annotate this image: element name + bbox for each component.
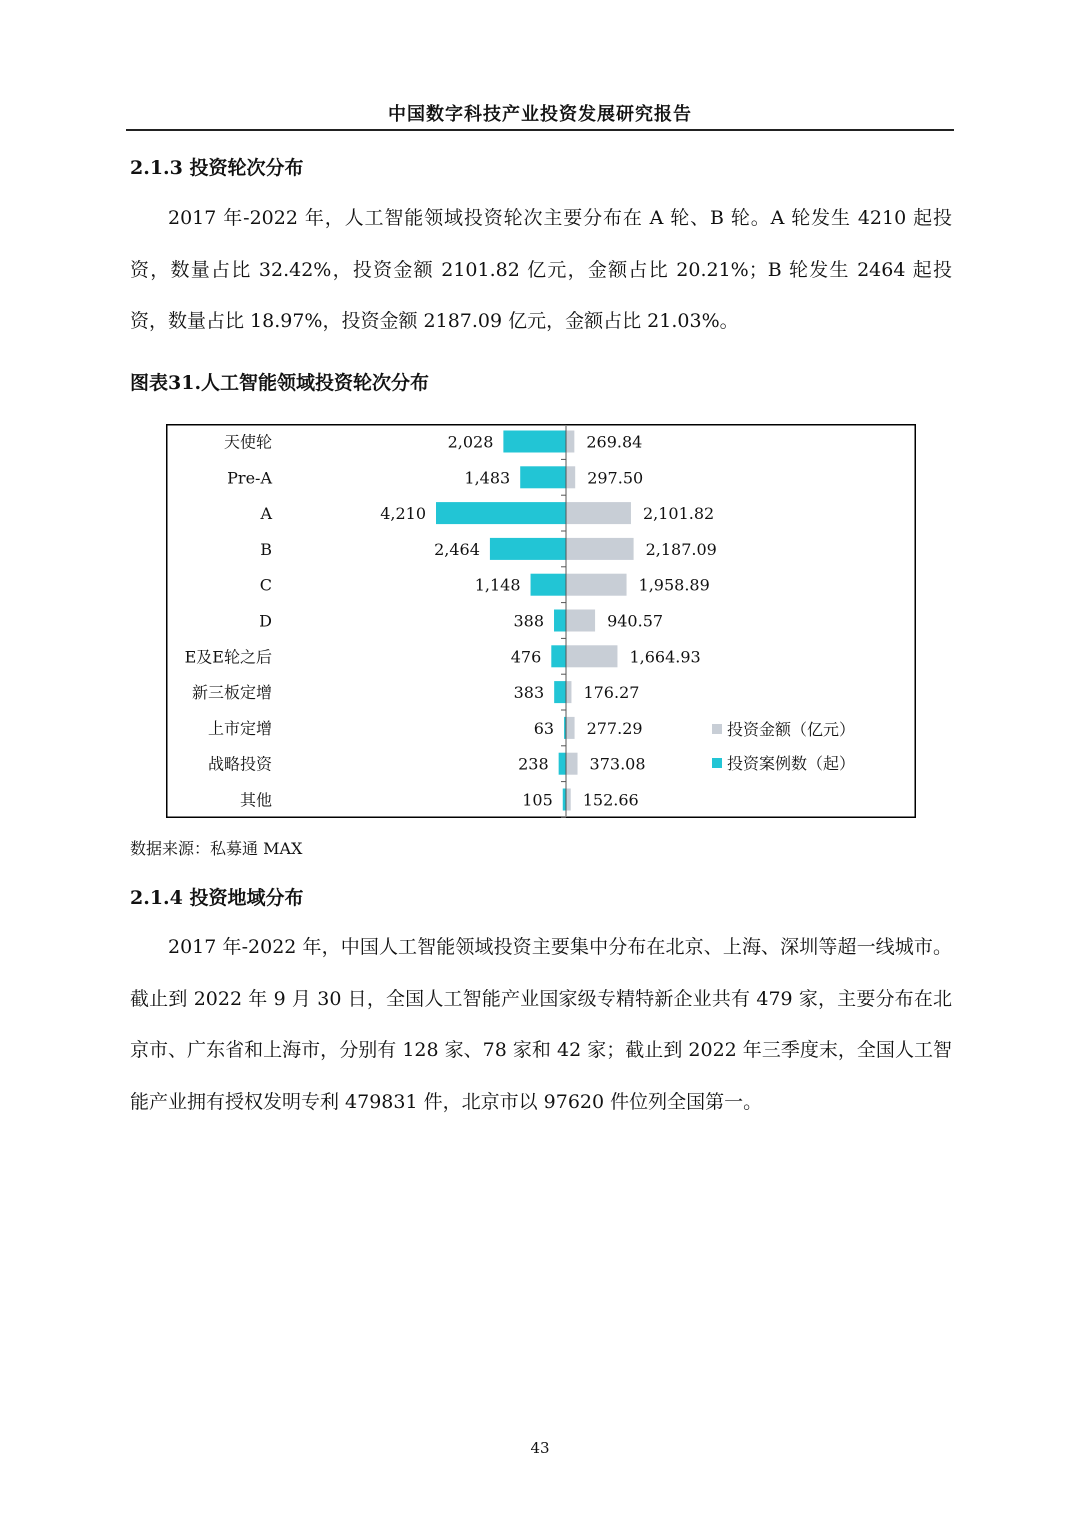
amount-bar — [566, 789, 571, 811]
amount-value-label: 176.27 — [583, 683, 640, 703]
amount-value-label: 373.08 — [589, 754, 646, 774]
amount-bar — [566, 717, 575, 739]
count-bar — [554, 681, 566, 703]
count-value-label: 4,210 — [380, 504, 426, 524]
category-label: 天使轮 — [223, 432, 272, 452]
count-value-label: 476 — [510, 647, 542, 667]
count-value-label: 2,464 — [434, 539, 480, 559]
legend-label: 投资金额（亿元） — [727, 720, 856, 739]
amount-bar — [566, 681, 571, 703]
legend-label: 投资案例数（起） — [727, 754, 856, 773]
page-number: 43 — [530, 1439, 550, 1457]
header-divider — [126, 129, 954, 131]
category-label: D — [259, 611, 272, 631]
category-label: 其他 — [239, 790, 272, 810]
count-value-label: 238 — [518, 754, 549, 774]
amount-value-label: 152.66 — [582, 790, 639, 810]
category-label: 新三板定增 — [191, 683, 272, 703]
amount-value-label: 269.84 — [586, 432, 643, 452]
round-distribution-chart — [166, 424, 916, 818]
amount-value-label: 1,664.93 — [629, 647, 701, 667]
category-label: 战略投资 — [207, 754, 272, 774]
count-value-label: 388 — [513, 611, 545, 631]
count-bar — [531, 574, 566, 596]
paragraph-regional-distribution: 2017 年-2022 年，中国人工智能领域投资主要集中分布在北京、上海、深圳等超一线城市。截止到 2022 年 9 月 30 日，全国人工智能产业国家级专精特新企业共有 479 家，主要分布在北京市、广东省和上海市，分别有 128 家、78 家和 42 家；截止到 2022 年三季度末，全国人工智能产业拥有授权发明专利 479831 件，北京市以 97620 件位列全国第一。 — [130, 936, 952, 1113]
amount-value-label: 1,958.89 — [638, 575, 710, 595]
legend-swatch — [712, 724, 722, 734]
amount-value-label: 940.57 — [607, 611, 664, 631]
amount-bar — [566, 574, 627, 596]
count-bar — [490, 538, 566, 560]
count-bar — [503, 431, 566, 453]
count-value-label: 2,028 — [447, 432, 494, 452]
count-bar — [436, 502, 566, 524]
amount-bar — [566, 502, 631, 524]
count-bar — [551, 645, 566, 667]
category-label: E及E轮之后 — [184, 647, 272, 667]
paragraph-round-distribution: 2017 年-2022 年，人工智能领域投资轮次主要分布在 A 轮、B 轮。A 轮发生 4210 起投资，数量占比 32.42%，投资金额 2101.82 亿元，金额占比 20.21%；B 轮发生 2464 起投资，数量占比 18.97%，投资金额 2187.09 亿元，金额占比 21.03%。 — [130, 207, 952, 332]
amount-value-label: 297.50 — [587, 468, 644, 488]
category-label: B — [260, 539, 272, 559]
category-label: C — [259, 575, 272, 595]
count-value-label: 383 — [513, 683, 545, 703]
amount-value-label: 2,101.82 — [642, 504, 715, 524]
amount-bar — [566, 610, 595, 632]
count-value-label: 105 — [522, 790, 553, 810]
category-label: 上市定增 — [207, 718, 272, 738]
amount-value-label: 277.29 — [586, 718, 643, 738]
count-value-label: 63 — [533, 718, 555, 738]
amount-bar — [566, 431, 574, 453]
count-bar — [559, 753, 566, 775]
section-heading-213: 2.1.3 投资轮次分布 — [130, 157, 304, 179]
amount-bar — [566, 645, 617, 667]
section-heading-214: 2.1.4 投资地域分布 — [130, 887, 304, 909]
report-header-title: 中国数字科技产业投资发展研究报告 — [388, 104, 692, 125]
amount-bar — [566, 466, 575, 488]
amount-bar — [566, 753, 578, 775]
amount-bar — [566, 538, 634, 560]
category-label: Pre-A — [227, 468, 272, 488]
count-value-label: 1,148 — [474, 575, 521, 595]
count-bar — [554, 610, 566, 632]
category-label: A — [260, 504, 272, 524]
count-value-label: 1,483 — [464, 468, 511, 488]
figure-title: 图表31.人工智能领域投资轮次分布 — [130, 372, 430, 394]
amount-value-label: 2,187.09 — [645, 539, 717, 559]
count-bar — [520, 466, 566, 488]
legend-swatch — [712, 758, 722, 768]
data-source: 数据来源：私募通 MAX — [130, 839, 303, 858]
